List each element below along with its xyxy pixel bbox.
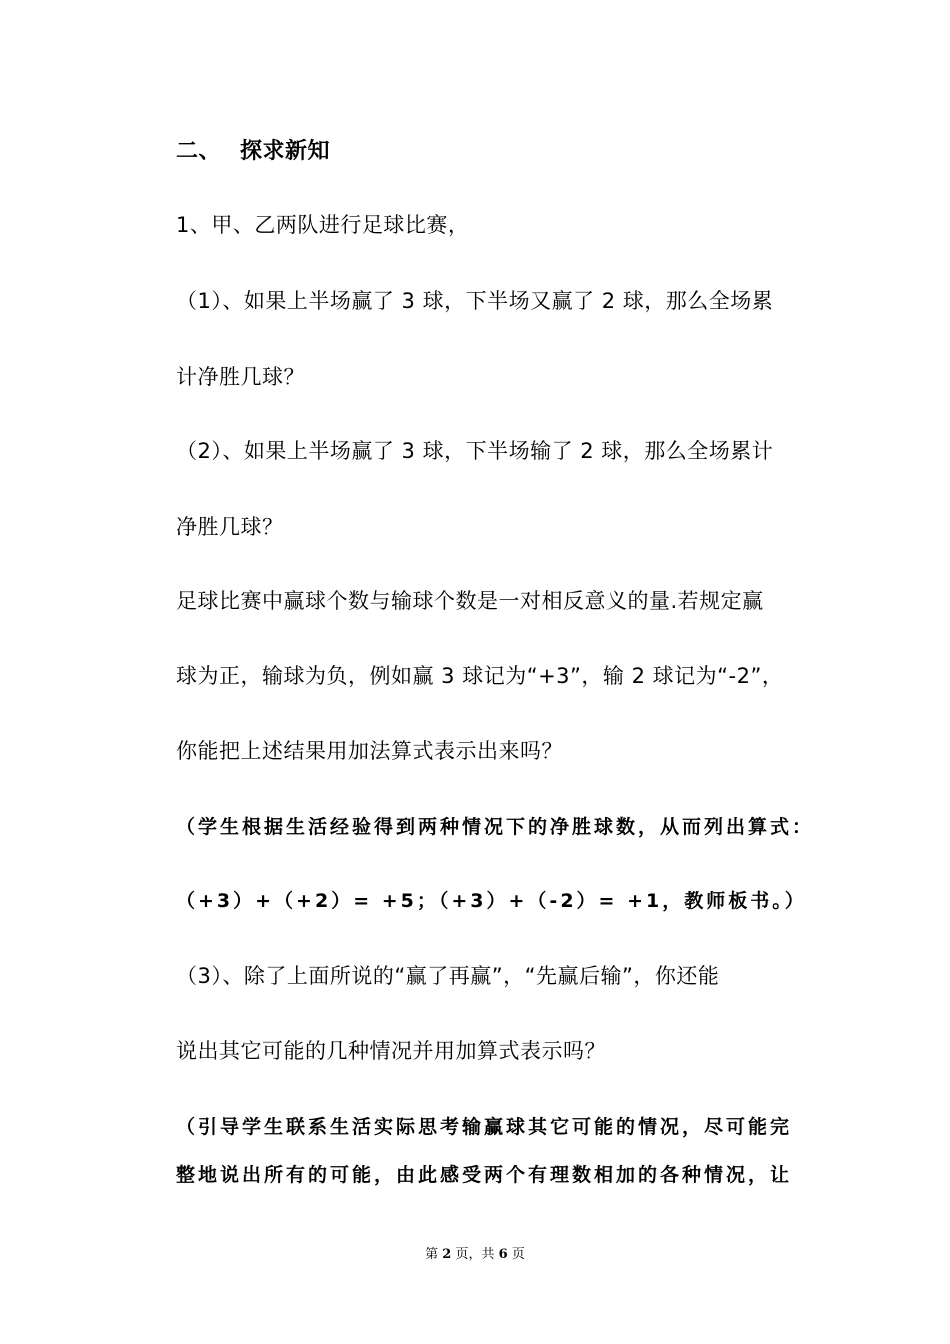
explanation-line-1: 足球比赛中赢球个数与输球个数是一对相反意义的量.若规定赢 — [176, 589, 764, 613]
question-2-line-2: 净胜几球？ — [176, 515, 284, 539]
footer-total-pages: 6 — [498, 1247, 508, 1262]
teacher-note-1-line-1: （学生根据生活经验得到两种情况下的净胜球数，从而列出算式： — [176, 816, 815, 838]
explanation-line-2: 球为正，输球为负，例如赢 3 球记为“+3”，输 2 球记为“-2”， — [176, 664, 784, 688]
question-1-line-1: （1）、如果上半场赢了 3 球，下半场又赢了 2 球，那么全场累 — [176, 289, 774, 313]
page-footer — [0, 1246, 950, 1264]
question-2-line-1: （2）、如果上半场赢了 3 球，下半场输了 2 球，那么全场累计 — [176, 439, 774, 463]
footer-prefix: 第 — [425, 1247, 439, 1262]
teacher-note-1-line-2: （+3）+（+2）= +5；（+3）+（-2）= +1，教师板书。） — [176, 890, 807, 912]
section-number: 二、 — [176, 139, 222, 164]
problem-intro: 1、甲、乙两队进行足球比赛， — [176, 213, 470, 237]
footer-current-page: 2 — [442, 1247, 452, 1262]
question-1-line-2: 计净胜几球？ — [176, 365, 305, 389]
teacher-note-2-line-2: 整地说出所有的可能，由此感受两个有理数相加的各种情况，让 — [176, 1164, 793, 1186]
question-3-line-1: （3）、除了上面所说的“赢了再赢”，“先赢后输”，你还能 — [176, 964, 720, 988]
explanation-line-3: 你能把上述结果用加法算式表示出来吗？ — [176, 739, 563, 763]
section-title: 探求新知 — [240, 139, 331, 164]
footer-suffix: 页 — [511, 1247, 525, 1262]
footer-middle: 页，共 — [455, 1247, 495, 1262]
teacher-note-2-line-1: （引导学生联系生活实际思考输赢球其它可能的情况，尽可能完 — [176, 1116, 793, 1138]
section-heading — [176, 138, 330, 166]
question-3-line-2: 说出其它可能的几种情况并用加算式表示吗？ — [176, 1039, 606, 1063]
